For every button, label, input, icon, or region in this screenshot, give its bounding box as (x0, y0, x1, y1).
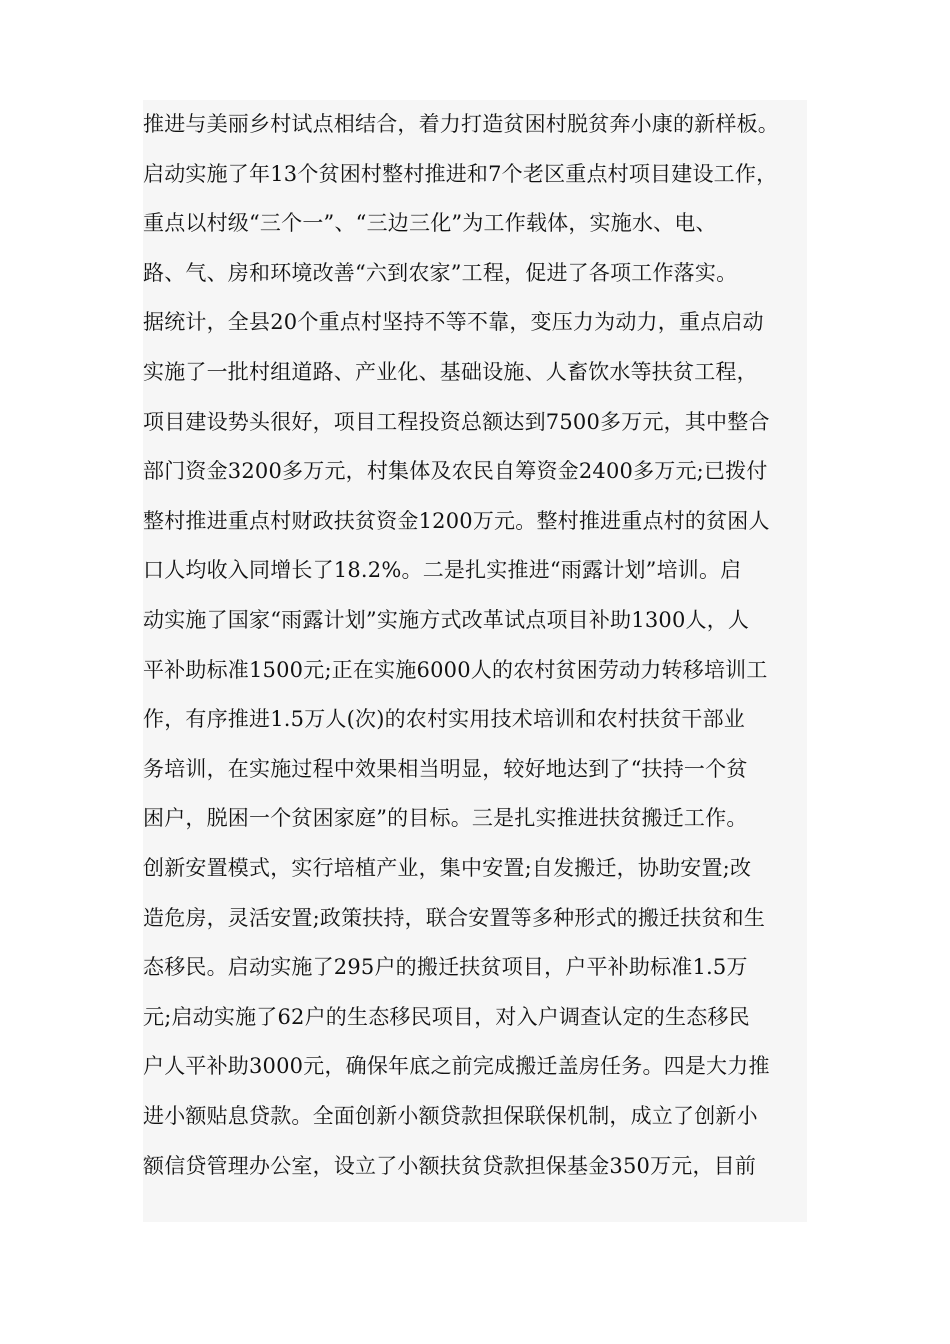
text-line: 动实施了国家“雨露计划”实施方式改革试点项目补助1300人，人 (143, 608, 750, 632)
text-line: 推进与美丽乡村试点相结合，着力打造贫困村脱贫奔小康的新样板。 (143, 112, 779, 136)
text-line: 态移民。启动实施了295户的搬迁扶贫项目，户平补助标准1.5万 (143, 955, 748, 980)
body-text-block (143, 100, 807, 1222)
text-line: 额信贷管理办公室，设立了小额扶贫贷款担保基金350万元，目前 (143, 1153, 757, 1178)
text-line: 平补助标准1500元;正在实施6000人的农村贫困劳动力转移培训工 (143, 657, 768, 682)
text-line: 实施了一批村组道路、产业化、基础设施、人畜饮水等扶贫工程， (143, 360, 758, 384)
text-line: 路、气、房和环境改善“六到农家”工程，促进了各项工作落实。 (143, 260, 738, 285)
text-line: 启动实施了年13个贫困村整村推进和7个老区重点村项目建设工作， (143, 161, 778, 186)
text-line: 口人均收入同增长了18.2%。二是扎实推进“雨露计划”培训。启 (143, 558, 742, 583)
text-line: 部门资金3200多万元，村集体及农民自筹资金2400多万元;已拨付 (143, 459, 768, 484)
text-line: 造危房，灵活安置;政策扶持，联合安置等多种形式的搬迁扶贫和生 (143, 905, 766, 930)
text-line: 项目建设势头很好，项目工程投资总额达到7500多万元，其中整合 (143, 409, 770, 434)
text-line: 据统计，全县20个重点村坚持不等不靠，变压力为动力，重点启动 (143, 310, 764, 335)
text-line: 整村推进重点村财政扶贫资金1200万元。整村推进重点村的贫困人 (143, 508, 770, 533)
text-line: 重点以村级“三个一”、“三边三化”为工作载体，实施水、电、 (143, 211, 717, 236)
text-line: 户人平补助3000元，确保年底之前完成搬迁盖房任务。四是大力推 (143, 1054, 770, 1079)
text-line: 困户，脱困一个贫困家庭”的目标。三是扎实推进扶贫搬迁工作。 (143, 806, 748, 831)
text-line: 作，有序推进1.5万人(次)的农村实用技术培训和农村扶贫干部业 (143, 707, 745, 732)
text-line: 创新安置模式，实行培植产业，集中安置;自发搬迁，协助安置;改 (143, 856, 752, 880)
text-line: 务培训，在实施过程中效果相当明显，较好地达到了“扶持一个贫 (143, 756, 748, 781)
text-line: 元;启动实施了62户的生态移民项目，对入户调查认定的生态移民 (143, 1004, 750, 1029)
text-line: 进小额贴息贷款。全面创新小额贷款担保联保机制，成立了创新小 (143, 1104, 758, 1128)
